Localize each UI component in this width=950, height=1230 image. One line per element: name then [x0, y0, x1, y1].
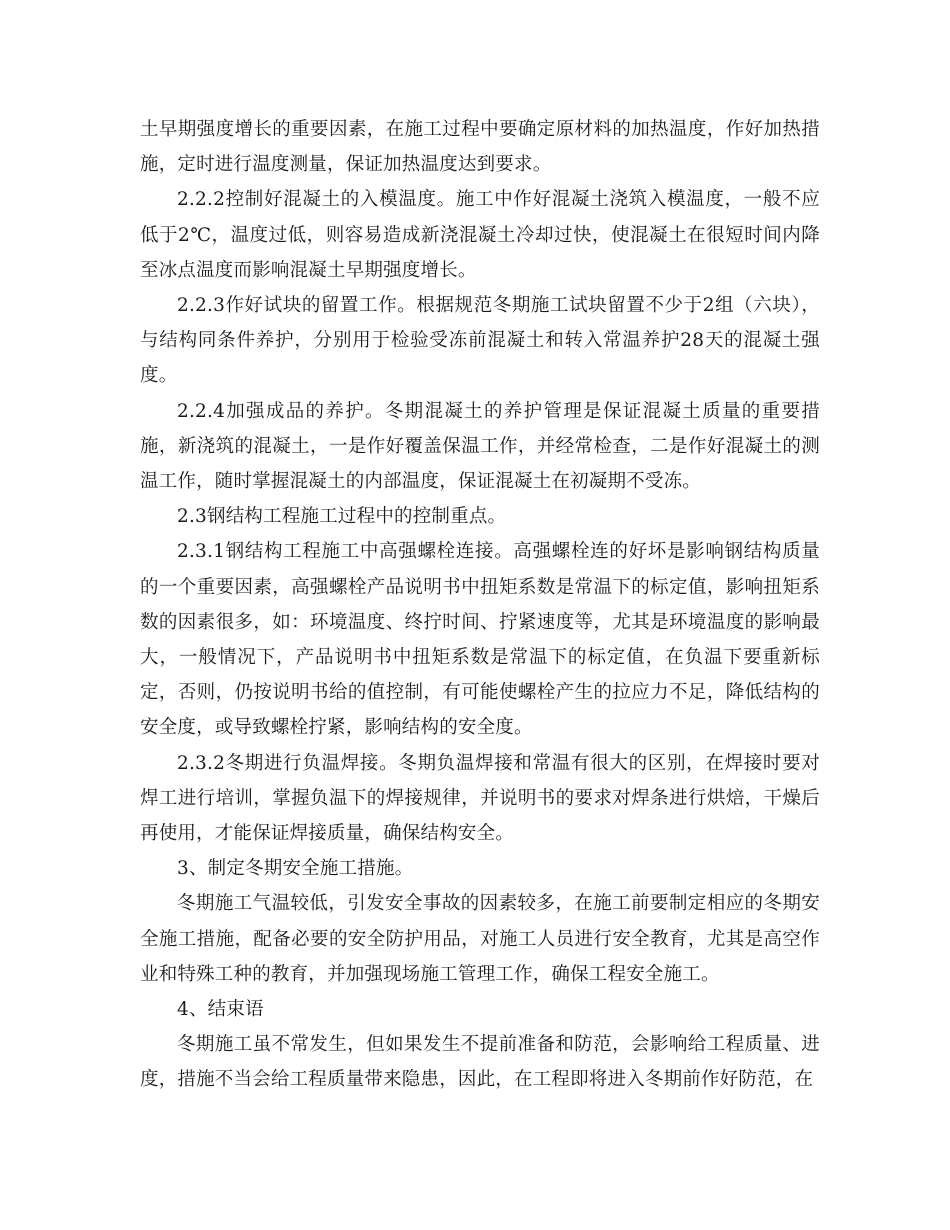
- section-heading-2-3: 2.3钢结构工程施工过程中的控制重点。: [177, 506, 507, 528]
- document-body: [140, 112, 820, 1098]
- paragraph-2-3-1: 2.3.1钢结构工程施工中高强螺栓连接。高强螺栓连的好坏是影响钢结构质量的一个重要因素，高强螺栓产品说明书中扭矩系数是常温下的标定值，影响扭矩系数的因素很多，如：环境温度、终拧时间、拧紧速度等，尤其是环境温度的影响最大，一般情况下，产品说明书中扭矩系数是常温下的标定值，在负温下要重新标定，否则，仍按说明书给的值控制，有可能使螺栓产生的拉应力不足，降低结构的安全度，或导致螺栓拧紧，影响结构的安全度。: [140, 541, 820, 739]
- section-heading-3: 3、制定冬期安全施工措施。: [177, 858, 414, 880]
- paragraph-safety-measures: 冬期施工气温较低，引发安全事故的因素较多，在施工前要制定相应的冬期安全施工措施，配备必要的安全防护用品，对施工人员进行安全教育，尤其是高空作业和特殊工种的教育，并加强现场施工管理工作，确保工程安全施工。: [140, 893, 820, 985]
- paragraph-continuation: 土早期强度增长的重要因素，在施工过程中要确定原材料的加热温度，作好加热措施，定时进行温度测量，保证加热温度达到要求。: [140, 119, 820, 176]
- paragraph-2-2-2: 2.2.2控制好混凝土的入模温度。施工中作好混凝土浇筑入模温度，一般不应低于2℃，温度过低，则容易造成新浇混凝土冷却过快，使混凝土在很短时间内降至冰点温度而影响混凝土早期强度增长。: [140, 189, 820, 281]
- paragraph-2-2-3: 2.2.3作好试块的留置工作。根据规范冬期施工试块留置不少于2组（六块），与结构同条件养护，分别用于检验受冻前混凝土和转入常温养护28天的混凝土强度。: [140, 295, 820, 387]
- paragraph-conclusion: 冬期施工虽不常发生，但如果发生不提前准备和防范，会影响给工程质量、进度，措施不当会给工程质量带来隐患，因此，在工程即将进入冬期前作好防范，在: [140, 1034, 820, 1091]
- paragraph-2-3-2: 2.3.2冬期进行负温焊接。冬期负温焊接和常温有很大的区别，在焊接时要对焊工进行培训，掌握负温下的焊接规律，并说明书的要求对焊条进行烘焙，干燥后再使用，才能保证焊接质量，确保结构安全。: [140, 752, 820, 845]
- paragraph-2-2-4: 2.2.4加强成品的养护。冬期混凝土的养护管理是保证混凝土质量的重要措施，新浇筑的混凝土，一是作好覆盖保温工作，并经常检查，二是作好混凝土的测温工作，随时掌握混凝土的内部温度，保证混凝土在初凝期不受冻。: [140, 400, 820, 493]
- section-heading-4: 4、结束语: [177, 999, 264, 1021]
